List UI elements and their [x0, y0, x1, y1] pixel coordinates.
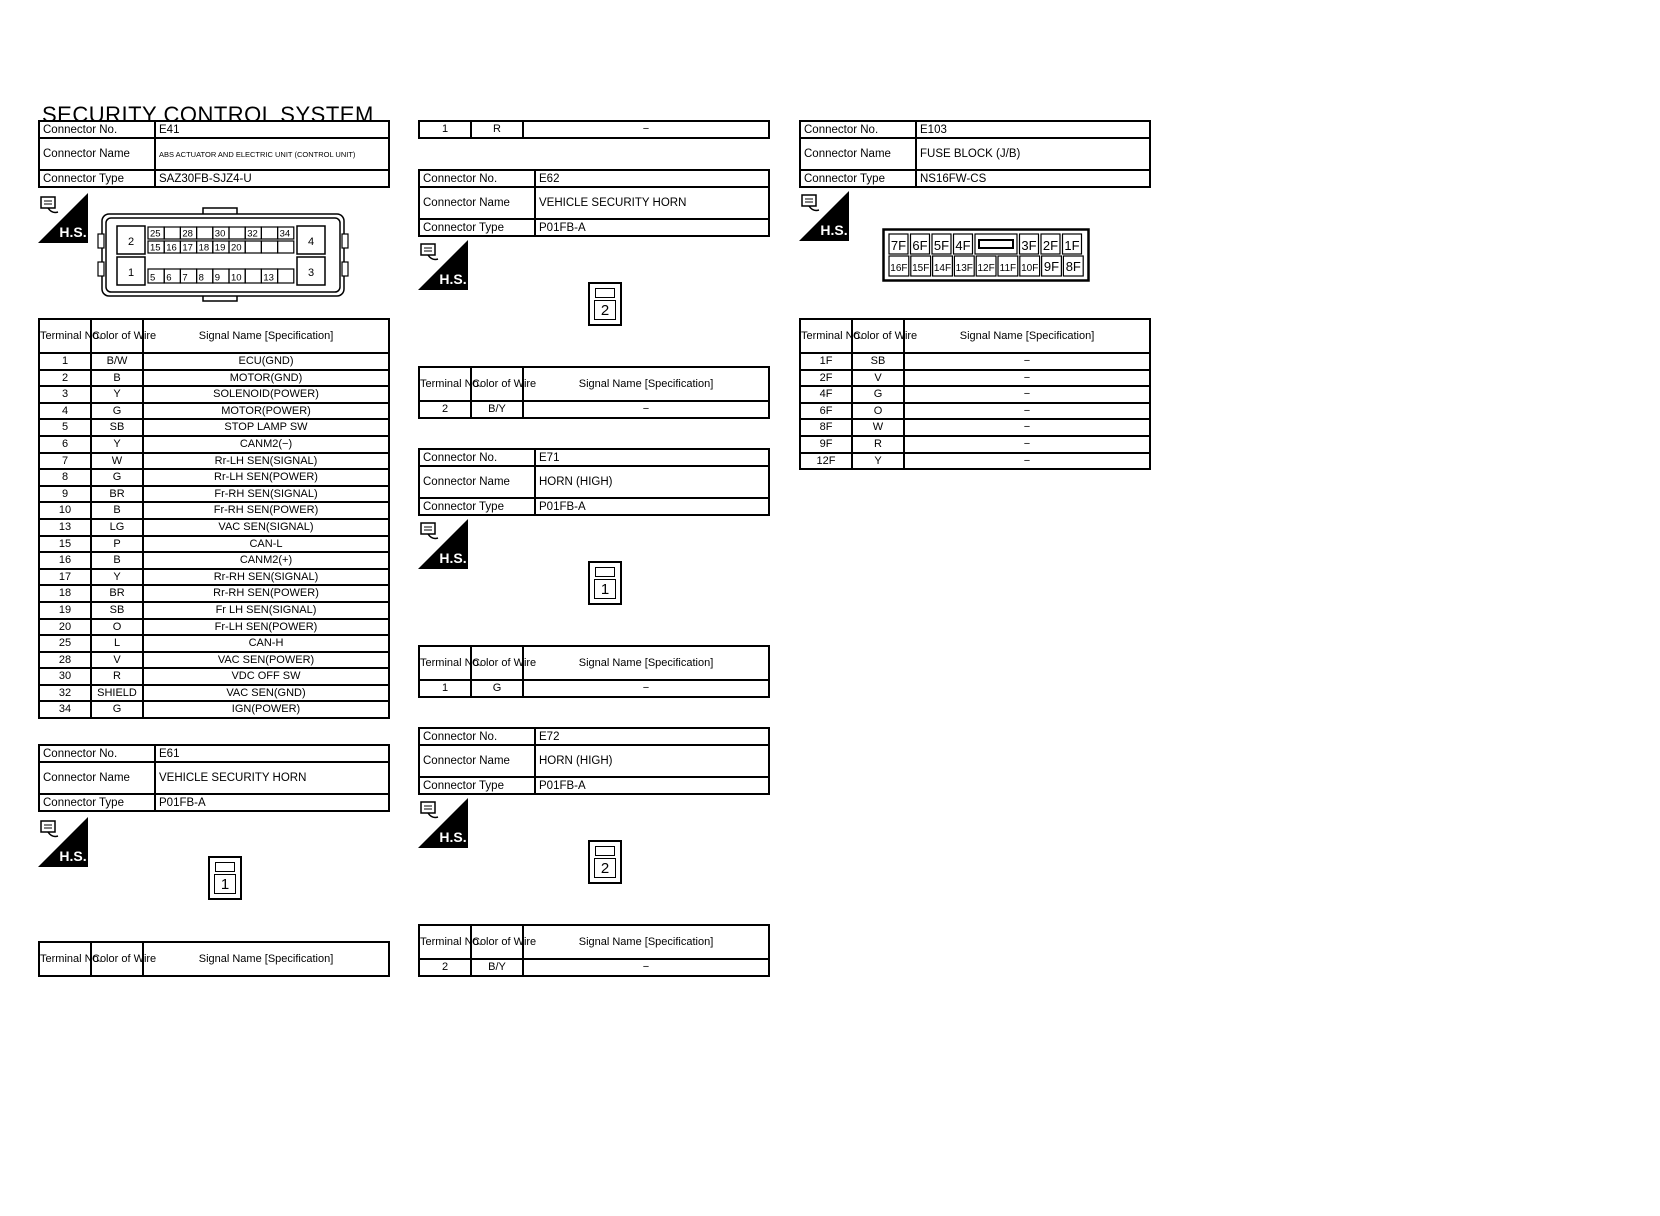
terminal-no: 12F [800, 453, 852, 470]
connector-type-label: Connector Type [39, 170, 155, 187]
wire-color: G [91, 701, 143, 718]
connector-no-value: E62 [535, 170, 769, 187]
terminal-no: 13 [39, 519, 91, 536]
pin-label: 30 [214, 228, 226, 240]
terminal-no: 6F [800, 403, 852, 420]
terminal-no-header: Terminal No. [419, 367, 471, 401]
table-row [800, 370, 1150, 387]
terminal-no: 28 [39, 652, 91, 669]
table-row [39, 635, 389, 652]
signal-name: VDC OFF SW [143, 668, 389, 685]
wire-color: SB [91, 602, 143, 619]
terminal-no: 2F [800, 370, 852, 387]
connector-no-label: Connector No. [800, 121, 916, 138]
e61-connector-info [38, 744, 390, 812]
e62-connector-info [418, 169, 770, 237]
pin-label: 4 [307, 236, 315, 248]
signal-name-header: Signal Name [Specification] [523, 646, 769, 680]
pin-label: 13 [263, 272, 274, 284]
connector-type-value: P01FB-A [535, 498, 769, 515]
table-row [39, 353, 389, 370]
pin-label: 10F [1021, 263, 1039, 274]
table-row [800, 419, 1150, 436]
terminal-no: 20 [39, 619, 91, 636]
signal-name: − [904, 386, 1150, 403]
connector-name-value: VEHICLE SECURITY HORN [155, 762, 389, 794]
connector-type-label: Connector Type [419, 219, 535, 236]
pin-label: 1F [1064, 238, 1080, 253]
connector-type-value: P01FB-A [155, 794, 389, 811]
pin-label: 17 [182, 242, 193, 254]
table-row [39, 602, 389, 619]
wire-color: SHIELD [91, 685, 143, 702]
wire-color: R [471, 121, 523, 138]
terminal-no: 5 [39, 419, 91, 436]
connector-name-value: FUSE BLOCK (J/B) [916, 138, 1150, 170]
pin-label: 9F [1043, 259, 1060, 274]
wire-color: B/Y [471, 959, 523, 976]
terminal-no: 6 [39, 436, 91, 453]
terminal-no: 9F [800, 436, 852, 453]
terminal-no: 17 [39, 569, 91, 586]
pin-label: 16F [890, 263, 908, 274]
table-row [39, 619, 389, 636]
terminal-no: 1F [800, 353, 852, 370]
signal-name: CAN-H [143, 635, 389, 652]
signal-name: SOLENOID(POWER) [143, 386, 389, 403]
wire-color: O [852, 403, 904, 420]
color-of-wire-header: Color of Wire [852, 319, 904, 353]
wire-color: P [91, 536, 143, 553]
pin-label: 1 [214, 874, 236, 894]
e71-terminal-table [418, 645, 770, 698]
pin-label: 7F [890, 238, 907, 253]
signal-name-header: Signal Name [Specification] [143, 942, 389, 976]
e62-connector-diagram [588, 282, 622, 326]
wire-color: B/Y [471, 401, 523, 418]
table-row [800, 353, 1150, 370]
signal-name: Rr-LH SEN(SIGNAL) [143, 453, 389, 470]
pin-label: 8 [198, 272, 204, 284]
terminal-no: 1 [39, 353, 91, 370]
connector-no-label: Connector No. [419, 170, 535, 187]
pin-label: 34 [279, 228, 291, 240]
e103-terminal-table [799, 318, 1151, 470]
terminal-no: 10 [39, 502, 91, 519]
table-row [39, 552, 389, 569]
table-row [39, 419, 389, 436]
terminal-no: 25 [39, 635, 91, 652]
harness-side-icon [38, 193, 88, 243]
signal-name: CAN-L [143, 536, 389, 553]
pin-label: 1 [127, 267, 135, 279]
terminal-no: 2 [39, 370, 91, 387]
page-title: SECURITY CONTROL SYSTEM [42, 102, 374, 127]
terminal-no: 32 [39, 685, 91, 702]
wire-color: V [91, 652, 143, 669]
pin-label: 5F [933, 238, 950, 253]
signal-name: CANM2(−) [143, 436, 389, 453]
terminal-no-header: Terminal No. [800, 319, 852, 353]
signal-name-header: Signal Name [Specification] [523, 367, 769, 401]
connector-no-label: Connector No. [39, 121, 155, 138]
harness-side-icon [418, 240, 468, 290]
table-row [39, 519, 389, 536]
terminal-no: 15 [39, 536, 91, 553]
table-row [39, 668, 389, 685]
signal-name: − [904, 370, 1150, 387]
terminal-no: 2 [419, 959, 471, 976]
wire-color: W [91, 453, 143, 470]
pin-label: 2 [594, 300, 616, 320]
pin-label: 8F [1065, 259, 1081, 274]
connector-type-label: Connector Type [419, 777, 535, 794]
signal-name: Rr-LH SEN(POWER) [143, 469, 389, 486]
signal-name: MOTOR(POWER) [143, 403, 389, 420]
e61-terminal-table [38, 941, 390, 977]
table-row [39, 652, 389, 669]
connector-type-label: Connector Type [419, 498, 535, 515]
pin-label: 12F [977, 263, 995, 274]
wire-color: B [91, 370, 143, 387]
pin-label: 4F [955, 238, 971, 253]
table-row [39, 502, 389, 519]
connector-name-label: Connector Name [39, 138, 155, 170]
wire-color: BR [91, 585, 143, 602]
pin-label: 25 [150, 228, 161, 240]
signal-name: − [523, 401, 769, 418]
terminal-no-header: Terminal No. [419, 646, 471, 680]
terminal-no: 1 [419, 121, 471, 138]
wire-color: G [91, 403, 143, 420]
terminal-no-header: Terminal No. [39, 319, 91, 353]
hs-label: H.S. [439, 271, 467, 287]
signal-name-header: Signal Name [Specification] [904, 319, 1150, 353]
table-row [39, 469, 389, 486]
terminal-no-header: Terminal No. [419, 925, 471, 959]
color-of-wire-header: Color of Wire [471, 646, 523, 680]
wire-color: SB [852, 353, 904, 370]
harness-side-icon [418, 798, 468, 848]
terminal-no: 4F [800, 386, 852, 403]
signal-name: Fr LH SEN(SIGNAL) [143, 602, 389, 619]
pin-label: 6 [166, 272, 172, 284]
signal-name: VAC SEN(SIGNAL) [143, 519, 389, 536]
table-row [800, 436, 1150, 453]
wire-color: BR [91, 486, 143, 503]
signal-name: Rr-RH SEN(SIGNAL) [143, 569, 389, 586]
terminal-no: 1 [419, 680, 471, 697]
color-of-wire-header: Color of Wire [91, 319, 143, 353]
signal-name: − [904, 353, 1150, 370]
hs-label: H.S. [439, 829, 467, 845]
table-row [39, 486, 389, 503]
wire-color: L [91, 635, 143, 652]
pin-label: 11F [999, 263, 1017, 274]
pin-label: 1 [594, 579, 616, 599]
pin-label: 15 [150, 242, 161, 254]
wire-color: LG [91, 519, 143, 536]
connector-type-value: P01FB-A [535, 219, 769, 236]
signal-name: VAC SEN(GND) [143, 685, 389, 702]
wire-color: B [91, 502, 143, 519]
signal-name: CANM2(+) [143, 552, 389, 569]
table-row [39, 453, 389, 470]
wire-color: B/W [91, 353, 143, 370]
signal-name: − [904, 436, 1150, 453]
connector-no-label: Connector No. [419, 449, 535, 466]
wire-color: B [91, 552, 143, 569]
table-row [800, 386, 1150, 403]
wire-color: O [91, 619, 143, 636]
connector-name-value: HORN (HIGH) [535, 466, 769, 498]
e72-connector-diagram [588, 840, 622, 884]
terminal-no-header: Terminal No. [39, 942, 91, 976]
terminal-no: 19 [39, 602, 91, 619]
connector-name-label: Connector Name [419, 466, 535, 498]
pin-label: 14F [933, 263, 952, 274]
connector-name-value: HORN (HIGH) [535, 745, 769, 777]
connector-name-label: Connector Name [800, 138, 916, 170]
e103-connector-info [799, 120, 1151, 188]
table-row [39, 370, 389, 387]
connector-type-label: Connector Type [800, 170, 916, 187]
e71-connector-diagram [588, 561, 622, 605]
table-row [39, 701, 389, 718]
e41-connector-info [38, 120, 390, 188]
table-row [39, 386, 389, 403]
connector-type-value: NS16FW-CS [916, 170, 1150, 187]
wire-color: V [852, 370, 904, 387]
pin-label: 2F [1042, 238, 1059, 253]
wire-color: Y [91, 386, 143, 403]
pin-label: 2 [127, 236, 135, 248]
connector-type-value: SAZ30FB-SJZ4-U [155, 170, 389, 187]
e41-connector-diagram [96, 207, 350, 302]
e62-terminal-table [418, 366, 770, 419]
signal-name: − [904, 403, 1150, 420]
pin-label: 6F [912, 238, 928, 253]
hs-label: H.S. [820, 222, 848, 238]
signal-name: ECU(GND) [143, 353, 389, 370]
connector-no-value: E72 [535, 728, 769, 745]
connector-no-label: Connector No. [419, 728, 535, 745]
color-of-wire-header: Color of Wire [91, 942, 143, 976]
wire-color: G [471, 680, 523, 697]
e72-connector-info [418, 727, 770, 795]
pin-label: 3 [307, 267, 315, 279]
wire-color: SB [91, 419, 143, 436]
e71-connector-info [418, 448, 770, 516]
connector-no-label: Connector No. [39, 745, 155, 762]
signal-name: VAC SEN(POWER) [143, 652, 389, 669]
wire-color: R [852, 436, 904, 453]
color-of-wire-header: Color of Wire [471, 367, 523, 401]
hs-label: H.S. [59, 848, 87, 864]
e61-connector-diagram [208, 856, 242, 900]
signal-name: MOTOR(GND) [143, 370, 389, 387]
wire-color: Y [91, 436, 143, 453]
connector-name-value: VEHICLE SECURITY HORN [535, 187, 769, 219]
signal-name: STOP LAMP SW [143, 419, 389, 436]
pin-label: 2 [594, 858, 616, 878]
pin-label: 15F [912, 263, 930, 274]
signal-name: − [904, 453, 1150, 470]
signal-name: − [523, 680, 769, 697]
terminal-no: 16 [39, 552, 91, 569]
pin-label: 16 [166, 242, 177, 254]
table-row [39, 585, 389, 602]
connector-name-label: Connector Name [39, 762, 155, 794]
connector-no-value: E71 [535, 449, 769, 466]
terminal-no: 34 [39, 701, 91, 718]
terminal-no: 8F [800, 419, 852, 436]
connector-no-value: E103 [916, 121, 1150, 138]
signal-name-header: Signal Name [Specification] [523, 925, 769, 959]
terminal-no: 9 [39, 486, 91, 503]
wire-color: W [852, 419, 904, 436]
signal-name: Fr-RH SEN(SIGNAL) [143, 486, 389, 503]
hs-label: H.S. [59, 224, 87, 240]
pin-label: 3F [1021, 238, 1037, 253]
table-row [39, 436, 389, 453]
e72-terminal-table [418, 924, 770, 977]
wire-color: G [852, 386, 904, 403]
wire-color: Y [91, 569, 143, 586]
terminal-no: 30 [39, 668, 91, 685]
table-row [39, 569, 389, 586]
pin-label: 10 [231, 272, 242, 284]
pin-label: 20 [231, 242, 242, 254]
signal-name: Rr-RH SEN(POWER) [143, 585, 389, 602]
pin-label: 32 [247, 228, 258, 240]
wire-color: Y [852, 453, 904, 470]
pin-label: 19 [214, 242, 226, 254]
signal-name: Fr-RH SEN(POWER) [143, 502, 389, 519]
connector-no-value: E41 [155, 121, 389, 138]
pin-label: 18 [198, 242, 210, 254]
signal-name-header: Signal Name [Specification] [143, 319, 389, 353]
signal-name: Fr-LH SEN(POWER) [143, 619, 389, 636]
pin-label: 28 [182, 228, 193, 240]
table-row [800, 453, 1150, 470]
terminal-no: 4 [39, 403, 91, 420]
table-row [39, 685, 389, 702]
signal-name: − [523, 959, 769, 976]
table-row [39, 536, 389, 553]
table-row [800, 403, 1150, 420]
signal-name: − [904, 419, 1150, 436]
connector-name-value: ABS ACTUATOR AND ELECTRIC UNIT (CONTROL UNIT) [155, 138, 389, 170]
signal-name: IGN(POWER) [143, 701, 389, 718]
e103-connector-diagram [882, 228, 1090, 282]
wire-color: R [91, 668, 143, 685]
hs-label: H.S. [439, 550, 467, 566]
harness-side-icon [418, 519, 468, 569]
harness-side-icon [799, 191, 849, 241]
table-row [39, 403, 389, 420]
pin-label: 5 [150, 272, 156, 284]
color-of-wire-header: Color of Wire [471, 925, 523, 959]
pin-label: 7 [182, 272, 188, 284]
e41-terminal-table [38, 318, 390, 719]
connector-no-value: E61 [155, 745, 389, 762]
pin-label: 9 [214, 272, 221, 284]
connector-name-label: Connector Name [419, 187, 535, 219]
terminal-no: 7 [39, 453, 91, 470]
pin-label: 13F [955, 263, 973, 274]
connector-type-label: Connector Type [39, 794, 155, 811]
terminal-no: 18 [39, 585, 91, 602]
terminal-no: 3 [39, 386, 91, 403]
connector-name-label: Connector Name [419, 745, 535, 777]
harness-side-icon [38, 817, 88, 867]
terminal-no: 8 [39, 469, 91, 486]
e61-terminal-table-continued [418, 120, 770, 139]
signal-name: − [523, 121, 769, 138]
wire-color: G [91, 469, 143, 486]
terminal-no: 2 [419, 401, 471, 418]
connector-type-value: P01FB-A [535, 777, 769, 794]
